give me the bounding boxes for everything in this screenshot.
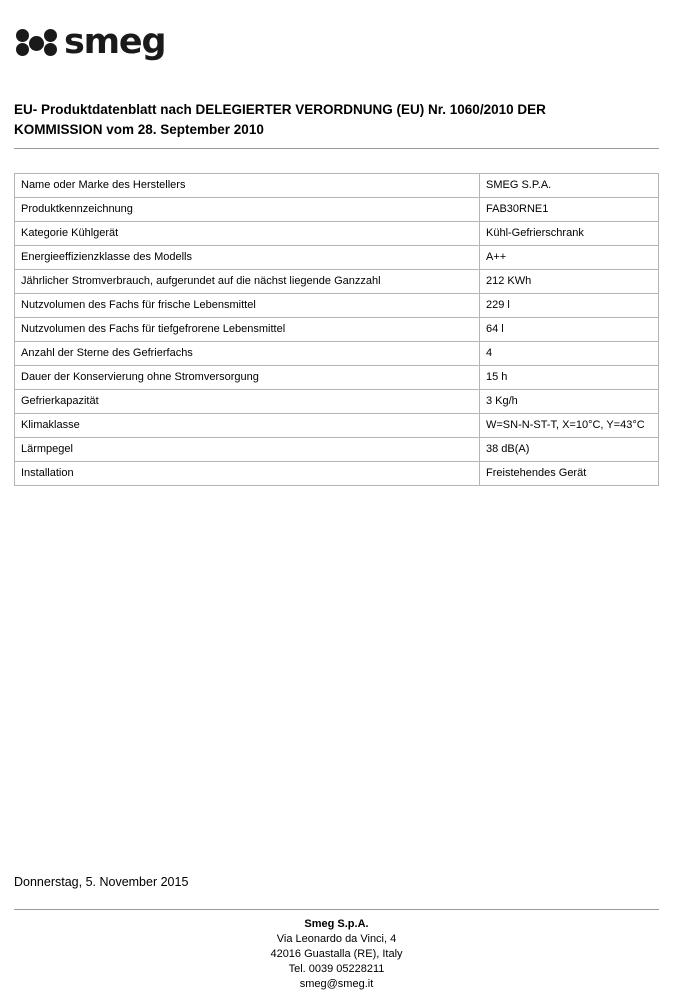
spec-label: Dauer der Konservierung ohne Stromversorgung <box>15 366 480 390</box>
spec-value: W=SN-N-ST-T, X=10°C, Y=43°C <box>480 414 659 438</box>
footer-company: Smeg S.p.A. <box>304 918 369 930</box>
footer-address-line-1: Via Leonardo da Vinci, 4 <box>276 933 397 945</box>
table-body <box>15 174 659 486</box>
spec-value: A++ <box>480 246 659 270</box>
table-row <box>15 222 659 246</box>
spec-label: Kategorie Kühlgerät <box>15 222 480 246</box>
table-row <box>15 318 659 342</box>
spec-label: Nutzvolumen des Fachs für frische Lebensmittel <box>15 294 480 318</box>
table-row <box>15 438 659 462</box>
spec-label: Name oder Marke des Herstellers <box>15 174 480 198</box>
document-date: Donnerstag, 5. November 2015 <box>14 875 189 889</box>
table-row <box>15 342 659 366</box>
spec-label: Nutzvolumen des Fachs für tiefgefrorene Lebensmittel <box>15 318 480 342</box>
spec-value: FAB30RNE1 <box>480 198 659 222</box>
spec-value: Freistehendes Gerät <box>480 462 659 486</box>
spec-label: Energieeffizienzklasse des Modells <box>15 246 480 270</box>
page-footer <box>14 909 659 992</box>
spec-label: Gefrierkapazität <box>15 390 480 414</box>
product-spec-table <box>14 173 659 486</box>
table-row <box>15 462 659 486</box>
table-row <box>15 246 659 270</box>
table-row <box>15 174 659 198</box>
spec-value: SMEG S.P.A. <box>480 174 659 198</box>
table-row <box>15 270 659 294</box>
footer-divider <box>14 909 659 910</box>
brand-header <box>14 0 659 74</box>
spec-value: 15 h <box>480 366 659 390</box>
spec-value: 3 Kg/h <box>480 390 659 414</box>
footer-email: smeg@smeg.it <box>299 978 374 990</box>
footer-address-line-2: 42016 Guastalla (RE), Italy <box>270 948 403 960</box>
page-title: EU- Produktdatenblatt nach DELEGIERTER VERORDNUNG (EU) Nr. 1060/2010 DER KOMMISSION vom 28. September 2010 <box>14 102 546 137</box>
spec-value: 64 l <box>480 318 659 342</box>
footer-phone: Tel. 0039 05228211 <box>288 963 385 975</box>
spec-label: Klimaklasse <box>15 414 480 438</box>
smeg-logo <box>16 22 659 62</box>
table-row <box>15 198 659 222</box>
spec-label: Produktkennzeichnung <box>15 198 480 222</box>
table-row <box>15 390 659 414</box>
spec-value: Kühl-Gefrierschrank <box>480 222 659 246</box>
spec-value: 212 KWh <box>480 270 659 294</box>
table-row <box>15 414 659 438</box>
title-divider <box>14 148 659 149</box>
table-row <box>15 294 659 318</box>
spec-label: Installation <box>15 462 480 486</box>
spec-label: Jährlicher Stromverbrauch, aufgerundet auf die nächst liegende Ganzzahl <box>15 270 480 294</box>
spec-value: 4 <box>480 342 659 366</box>
spec-value: 229 l <box>480 294 659 318</box>
spec-value: 38 dB(A) <box>480 438 659 462</box>
spec-label: Lärmpegel <box>15 438 480 462</box>
spec-label: Anzahl der Sterne des Gefrierfachs <box>15 342 480 366</box>
smeg-dots-logo-icon <box>16 27 62 57</box>
table-row <box>15 366 659 390</box>
brand-wordmark: smeg <box>64 22 166 62</box>
